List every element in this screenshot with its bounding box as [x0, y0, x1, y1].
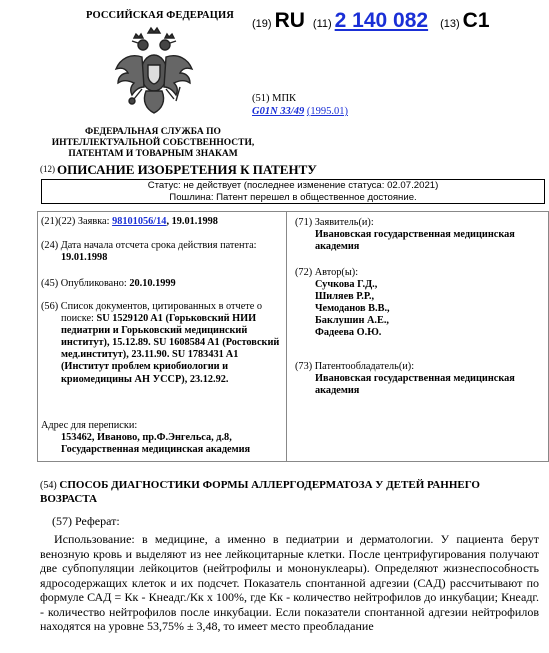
applicant-value: Ивановская государственная медицинская академия: [315, 229, 515, 253]
correspondence-address-value: 153462, Иваново, пр.Ф.Энгельса, д.8, Государственная медицинская академия: [61, 432, 251, 456]
fee-line: Пошлина: Патент перешел в общественное достояние.: [169, 191, 417, 203]
bibliographic-table: [37, 211, 549, 462]
author-item: Баклушин А.Е.,: [315, 315, 389, 327]
document-title: [40, 162, 317, 178]
mpk-classification: [252, 92, 348, 118]
code-19: (19): [252, 18, 272, 30]
application-number-link[interactable]: 98101056/14: [112, 216, 167, 227]
application-date: , 19.01.1998: [166, 216, 218, 227]
code-11: (11): [312, 18, 332, 30]
author-item: Фадеева О.Ю.: [315, 327, 382, 339]
application-field: [41, 216, 283, 228]
applicant-field: [295, 217, 545, 253]
publication-number-line: [252, 9, 498, 35]
invention-title-code: (54): [40, 480, 57, 491]
published-field: [41, 278, 283, 290]
invention-title-text: СПОСОБ ДИАГНОСТИКИ ФОРМЫ АЛЛЕРГОДЕРМАТОЗА У ДЕТЕЙ РАННЕГО ВОЗРАСТА: [40, 479, 480, 505]
correspondence-address-field: [41, 420, 283, 456]
patent-owner-value: Ивановская государственная медицинская академия: [315, 373, 515, 397]
application-label: (21)(22) Заявка:: [41, 216, 110, 227]
author-item: Сучкова Г.Д.,: [315, 279, 378, 291]
patent-number-link[interactable]: 2 140 082: [334, 9, 429, 32]
abstract-heading: (57) Реферат:: [52, 514, 120, 528]
country-name: РОССИЙСКАЯ ФЕДЕРАЦИЯ: [86, 10, 234, 21]
authors-field: [295, 267, 545, 340]
title-code: (12): [40, 164, 55, 174]
correspondence-address-label: Адрес для переписки:: [41, 420, 138, 431]
country-code: RU: [274, 9, 305, 32]
term-start-label: (24) Дата начала отсчета срока действия патента:: [41, 240, 257, 251]
status-box: [41, 179, 545, 204]
status-line: Статус: не действует (последнее изменение статуса: 02.07.2021): [147, 180, 439, 191]
russian-coat-of-arms-emblem: [112, 25, 196, 119]
patent-office-name: ФЕДЕРАЛЬНАЯ СЛУЖБА ПО ИНТЕЛЛЕКТУАЛЬНОЙ СОБСТВЕННОСТИ, ПАТЕНТАМ И ТОВАРНЫМ ЗНАКАМ: [51, 127, 255, 159]
abstract-text: Использование: в медицине, а именно в педиатрии и дерматологии. У пациента берут венозную кровь и выделяют из нее лейкоцитарные клетки. После центрифугирования получают две субпопуляции лейкоцитов (нейтрофилы и мононуклеары). Определяют жизнеспособность ядросодержащих клеток и их подсчет. Показатель спонтанной адгезии (САД) рассчитывают по формуле САД = Кк - Кнеадг./Кк х 100%, где Кк - количество нейтрофилов до инкубации; Кнеадг. - количество нейтрофилов после инкубации. Если показатели спонтанной адгезии нейтрофилов находятся на уровне 53,75% ± 3,48, то имеет место преобладание: [40, 532, 539, 633]
applicant-label: (71) Заявитель(и):: [295, 217, 374, 228]
cited-documents-field: [41, 301, 283, 386]
mpk-label: (51) МПК: [252, 93, 297, 104]
cited-documents-value: SU 1529120 A1 (Горьковский НИИ педиатрии и Горьковский медицинский институт), 15.12.89. SU 1608584 A1 (Ростовский мед.институт), 23.11.90. SU 1783431 A1 (Институт проблем криобиологии и криомедицины АН УССР), 23.12.92.: [61, 313, 280, 385]
invention-title: [40, 479, 530, 506]
mpk-version-link[interactable]: (1995.01): [306, 106, 348, 117]
authors-label: (72) Автор(ы):: [295, 267, 359, 278]
author-item: Чемоданов В.В.,: [315, 303, 390, 315]
kind-code: C1: [462, 9, 490, 32]
title-text: ОПИСАНИЕ ИЗОБРЕТЕНИЯ К ПАТЕНТУ: [57, 162, 317, 177]
author-item: Шиляев Р.Р.,: [315, 291, 375, 303]
cited-documents-label: (56) Список документов, цитированных в отчете о поиске:: [41, 301, 263, 325]
column-divider: [286, 212, 287, 461]
published-value: 20.10.1999: [129, 278, 176, 289]
code-13: (13): [440, 18, 460, 30]
term-start-field: [41, 240, 283, 264]
published-label: (45) Опубликовано:: [41, 278, 127, 289]
patent-owner-field: [295, 361, 545, 397]
mpk-code-link[interactable]: G01N 33/49: [252, 106, 305, 117]
term-start-value: 19.01.1998: [61, 252, 108, 264]
patent-owner-label: (73) Патентообладатель(и):: [295, 361, 415, 372]
